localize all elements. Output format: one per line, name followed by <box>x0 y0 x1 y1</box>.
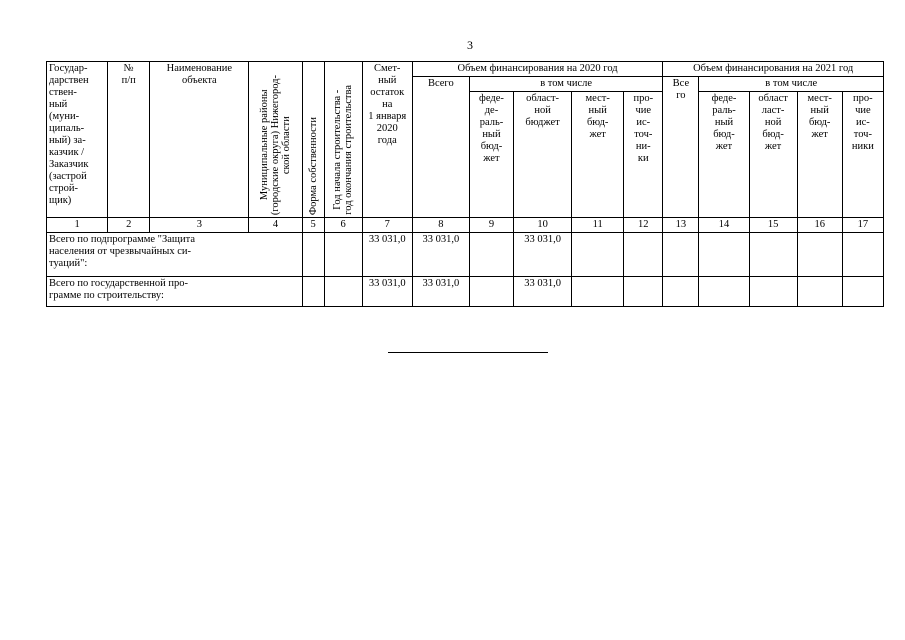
cell-ownership <box>302 233 324 277</box>
row-label-line: Всего по государственной про- <box>49 278 188 289</box>
cell-regional-2020: 33 031,0 <box>514 233 572 277</box>
financing-table <box>46 61 884 307</box>
header-including-2020: в том числе <box>469 77 662 92</box>
header-regional-2020 <box>514 92 572 218</box>
header-customer-line: Заказчик <box>49 159 89 170</box>
header-group-2021: Объем финансирования на 2021 год <box>663 62 884 77</box>
header-districts-line: Муниципальные районы <box>259 89 270 201</box>
cell-local-2021 <box>797 277 842 307</box>
header-local-2021-line: мест- <box>807 93 832 104</box>
header-local-2021-line: жет <box>811 129 828 140</box>
header-group-2020: Объем финансирования на 2020 год <box>412 62 663 77</box>
header-object-name-line: объекта <box>181 75 217 86</box>
header-including-2021: в том числе <box>699 77 884 92</box>
header-years-line: Год начала строительства - <box>332 90 344 211</box>
cell-total-2021 <box>663 233 699 277</box>
header-local-2020 <box>572 92 624 218</box>
column-number: 17 <box>842 218 883 233</box>
header-federal-2020 <box>469 92 513 218</box>
header-customer-line: (муни- <box>49 111 80 122</box>
header-years <box>324 62 362 218</box>
column-number: 10 <box>514 218 572 233</box>
header-regional-2020-line: област- <box>526 93 560 104</box>
header-federal-2020-line: жет <box>483 153 500 164</box>
header-regional-2021-line: ной <box>764 117 782 128</box>
header-districts-line: (городские округа) Нижегород- <box>270 74 281 215</box>
header-years-text <box>332 85 354 215</box>
cell-total-2021 <box>663 277 699 307</box>
header-other-2020-line: чие <box>635 105 652 116</box>
header-years-line: год окончания строительства <box>343 85 355 215</box>
cell-estimate: 33 031,0 <box>362 233 412 277</box>
header-local-2021-line: ный <box>810 105 829 116</box>
header-number <box>108 62 150 218</box>
cell-years <box>324 277 362 307</box>
header-federal-2021-line: жет <box>715 141 733 152</box>
header-customer-line: ный) за- <box>49 135 86 146</box>
cell-total-2020: 33 031,0 <box>412 277 469 307</box>
header-federal-2020-line: ный <box>482 129 501 140</box>
header-customer-line: ный <box>49 99 68 110</box>
row-label-line: туаций": <box>49 258 88 269</box>
header-customer-line: ципаль- <box>49 123 85 134</box>
column-number: 16 <box>797 218 842 233</box>
header-ownership <box>302 62 324 218</box>
header-local-2021 <box>797 92 842 218</box>
header-ownership-text: Форма собственности <box>307 116 319 215</box>
header-districts-text <box>259 75 292 215</box>
cell-federal-2020 <box>469 277 513 307</box>
header-other-2020-line: ис- <box>636 117 651 128</box>
footer-divider <box>388 352 548 353</box>
header-other-2020-line: про- <box>633 93 654 104</box>
cell-federal-2021 <box>699 277 749 307</box>
column-number-row <box>47 218 884 233</box>
header-federal-2021-line: ный <box>714 117 734 128</box>
column-number: 9 <box>469 218 513 233</box>
header-customer-line: Государ- <box>49 63 88 74</box>
header-customer-line: (застрой <box>49 171 87 182</box>
column-number: 13 <box>663 218 699 233</box>
header-other-2021-line: точ- <box>853 129 872 140</box>
row-label-line: Всего по подпрограмме "Защита <box>49 234 195 245</box>
header-number-line: № <box>123 63 134 74</box>
header-estimate-line: остаток <box>370 87 405 98</box>
column-number: 3 <box>150 218 249 233</box>
header-object-name-line: Наименование <box>166 63 233 74</box>
header-regional-2021-line: жет <box>764 141 782 152</box>
header-federal-2020-line: феде- <box>479 93 504 104</box>
cell-regional-2021 <box>749 277 797 307</box>
cell-other-2021 <box>842 233 883 277</box>
header-row-1 <box>47 62 884 77</box>
header-federal-2021-line: раль- <box>712 105 736 116</box>
header-estimate-line: 2020 <box>376 123 398 134</box>
header-number-line: п/п <box>121 75 136 86</box>
table-row <box>47 277 884 307</box>
header-customer-line: щик) <box>49 195 72 206</box>
cell-regional-2020: 33 031,0 <box>514 277 572 307</box>
column-number: 1 <box>47 218 108 233</box>
cell-federal-2020 <box>469 233 513 277</box>
row-label-line: грамме по строительству: <box>49 290 164 301</box>
column-number: 7 <box>362 218 412 233</box>
header-federal-2021 <box>699 92 749 218</box>
header-local-2020-line: мест- <box>585 93 610 104</box>
column-number: 5 <box>302 218 324 233</box>
header-local-2021-line: бюд- <box>808 117 831 128</box>
header-local-2020-line: ный <box>588 105 607 116</box>
header-estimate-line: Смет- <box>374 63 401 74</box>
header-federal-2021-line: феде- <box>711 93 737 104</box>
cell-local-2021 <box>797 233 842 277</box>
cell-other-2020 <box>624 233 663 277</box>
column-number: 4 <box>249 218 302 233</box>
column-number: 12 <box>624 218 663 233</box>
header-estimate <box>362 62 412 218</box>
header-federal-2020-line: раль- <box>479 117 504 128</box>
header-districts <box>249 62 302 218</box>
header-other-2020-line: ни- <box>635 141 651 152</box>
column-number: 14 <box>699 218 749 233</box>
cell-estimate: 33 031,0 <box>362 277 412 307</box>
header-total-2021 <box>663 77 699 218</box>
header-federal-2020-line: бюд- <box>480 141 503 152</box>
header-local-2020-line: бюд- <box>586 117 609 128</box>
header-customer-line: ствен- <box>49 87 77 98</box>
cell-ownership <box>302 277 324 307</box>
cell-other-2020 <box>624 277 663 307</box>
header-federal-2020-line: де- <box>484 105 499 116</box>
cell-regional-2021 <box>749 233 797 277</box>
header-other-2020-line: ки <box>637 153 649 164</box>
header-other-2020 <box>624 92 663 218</box>
header-regional-2021-line: бюд- <box>762 129 784 140</box>
cell-years <box>324 233 362 277</box>
header-estimate-line: года <box>377 135 397 146</box>
header-estimate-line: ный <box>378 75 397 86</box>
header-local-2020-line: жет <box>589 129 606 140</box>
header-total-2020: Всего <box>412 77 469 218</box>
cell-total-2020: 33 031,0 <box>412 233 469 277</box>
header-other-2021-line: чие <box>855 105 871 116</box>
header-other-2021-line: ники <box>851 141 874 152</box>
table-row <box>47 233 884 277</box>
header-other-2021-line: про- <box>853 93 873 104</box>
header-other-2021 <box>842 92 883 218</box>
row-label-line: населения от чрезвычайных си- <box>49 246 192 257</box>
column-number: 2 <box>108 218 150 233</box>
header-other-2021-line: ис- <box>855 117 870 128</box>
header-regional-2020-line: бюджет <box>525 117 560 128</box>
header-customer-line: казчик / <box>49 147 85 158</box>
row-label <box>47 277 303 307</box>
header-federal-2021-line: бюд- <box>713 129 735 140</box>
header-customer-line: дарствен <box>49 75 89 86</box>
page-number: 3 <box>467 38 473 52</box>
header-total-2021-line: го <box>676 90 686 101</box>
header-estimate-line: 1 января <box>368 111 407 122</box>
header-regional-2020-line: ной <box>534 105 551 116</box>
cell-local-2020 <box>572 233 624 277</box>
row-label <box>47 233 303 277</box>
column-number: 8 <box>412 218 469 233</box>
header-regional-2021-line: ласт- <box>761 105 785 116</box>
cell-local-2020 <box>572 277 624 307</box>
cell-federal-2021 <box>699 233 749 277</box>
column-number: 15 <box>749 218 797 233</box>
header-other-2020-line: точ- <box>634 129 653 140</box>
header-districts-line: ской области <box>281 116 292 174</box>
header-object-name <box>150 62 249 218</box>
column-number: 11 <box>572 218 624 233</box>
header-estimate-line: на <box>382 99 393 110</box>
header-regional-2021-line: област <box>758 93 788 104</box>
header-regional-2021 <box>749 92 797 218</box>
header-customer <box>47 62 108 218</box>
header-total-2021-line: Все <box>672 78 690 89</box>
column-number: 6 <box>324 218 362 233</box>
cell-other-2021 <box>842 277 883 307</box>
header-customer-line: строй- <box>49 183 78 194</box>
